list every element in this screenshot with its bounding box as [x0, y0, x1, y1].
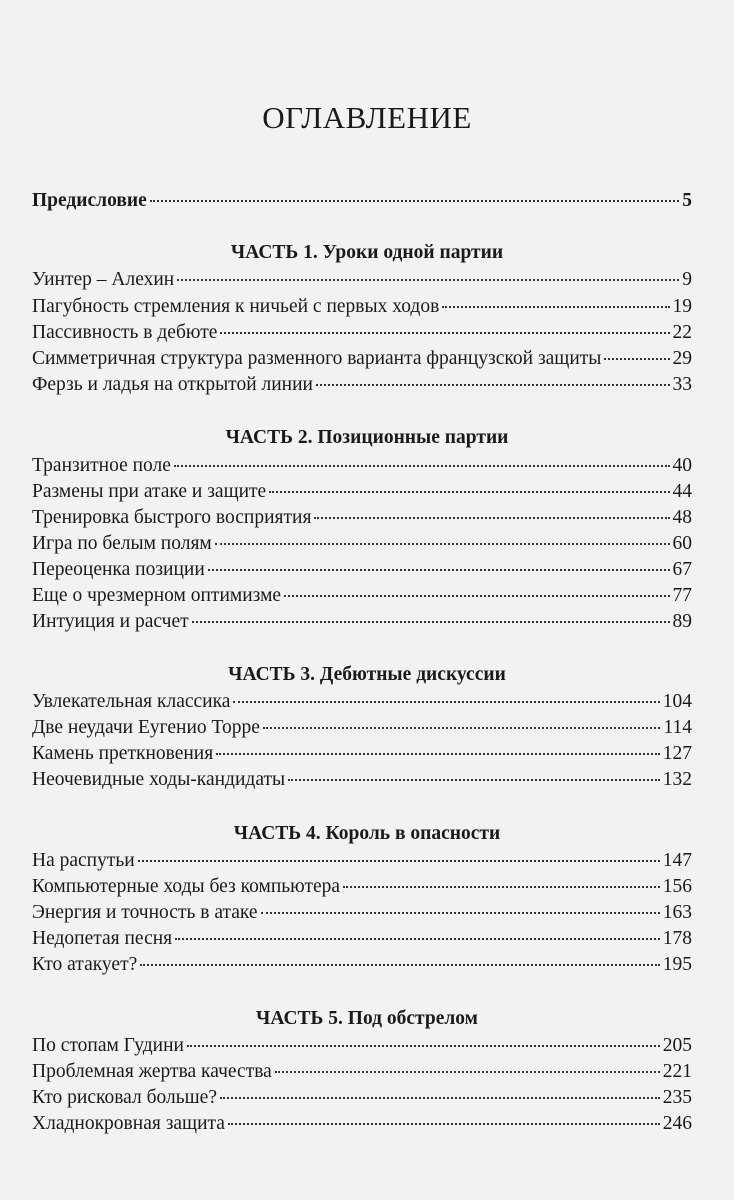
dot-leader [316, 384, 670, 386]
entry-page: 221 [662, 1061, 692, 1082]
entry-label: Симметричная структура разменного варианта французской защиты [32, 348, 602, 369]
entry-page: 89 [672, 611, 692, 632]
entry-label: Две неудачи Еугенио Торре [32, 717, 260, 738]
entry-page: 132 [662, 769, 692, 790]
entry-page: 19 [672, 296, 692, 317]
dot-leader [604, 358, 669, 360]
entry-page: 178 [662, 928, 692, 949]
toc-entry [32, 507, 692, 533]
entry-page: 163 [662, 902, 692, 923]
toc-entry [32, 611, 692, 637]
toc-entry [32, 374, 692, 400]
entry-label: Кто атакует? [32, 954, 138, 975]
entry-label: Пассивность в дебюте [32, 322, 218, 343]
toc-entry [32, 850, 692, 876]
dot-leader [220, 1097, 660, 1099]
toc-entry [32, 717, 692, 743]
entry-page: 29 [672, 348, 692, 369]
dot-leader [284, 595, 669, 597]
entry-label: По стопам Гудини [32, 1035, 184, 1056]
dot-leader [177, 279, 679, 281]
part-heading: ЧАСТЬ 3. Дебютные дискуссии [228, 664, 506, 685]
dot-leader [216, 753, 660, 755]
entry-label: Предисловие [32, 190, 147, 211]
dot-leader [261, 912, 660, 914]
entry-page: 114 [663, 717, 692, 738]
entry-label: Ферзь и ладья на открытой линии [32, 374, 313, 395]
entry-page: 40 [672, 455, 692, 476]
entry-page: 44 [672, 481, 692, 502]
toc-entry [32, 455, 692, 481]
entry-label: На распутьи [32, 850, 135, 871]
entry-label: Кто рисковал больше? [32, 1087, 217, 1108]
toc-entry [32, 691, 692, 717]
toc-entry [32, 876, 692, 902]
entry-label: Пагубность стремления к ничьей с первых ходов [32, 296, 440, 317]
part-heading: ЧАСТЬ 1. Уроки одной партии [230, 242, 504, 263]
entry-page: 127 [662, 743, 692, 764]
dot-leader [275, 1071, 660, 1073]
entry-page: 104 [662, 691, 692, 712]
toc-entry [32, 954, 692, 980]
dot-leader [175, 938, 660, 940]
toc-entry [32, 902, 692, 928]
toc-entry [32, 928, 692, 954]
toc-entry [32, 533, 692, 559]
toc-entry-preface [32, 190, 692, 216]
dot-leader [138, 860, 660, 862]
part-heading: ЧАСТЬ 2. Позиционные партии [225, 427, 509, 448]
toc-entry [32, 1087, 692, 1113]
entry-label: Проблемная жертва качества [32, 1061, 272, 1082]
entry-label: Переоценка позиции [32, 559, 205, 580]
toc-entry [32, 743, 692, 769]
dot-leader [269, 491, 669, 493]
entry-page: 60 [672, 533, 692, 554]
entry-page: 195 [662, 954, 692, 975]
entry-label: Неочевидные ходы-кандидаты [32, 769, 286, 790]
entry-page: 33 [672, 374, 692, 395]
dot-leader [187, 1045, 660, 1047]
entry-page: 9 [682, 269, 692, 290]
entry-label: Тренировка быстрого восприятия [32, 507, 312, 528]
entry-page: 235 [662, 1087, 692, 1108]
toc-entry [32, 481, 692, 507]
part-heading: ЧАСТЬ 5. Под обстрелом [256, 1008, 478, 1029]
dot-leader [150, 200, 679, 202]
entry-page: 67 [672, 559, 692, 580]
entry-label: Хладнокровная защита [32, 1113, 225, 1134]
dot-leader [220, 332, 669, 334]
entry-label: Увлекательная классика [32, 691, 231, 712]
toc-entry [32, 1035, 692, 1061]
toc-entry [32, 769, 692, 795]
part-heading: ЧАСТЬ 4. Король в опасности [233, 823, 501, 844]
entry-label: Энергия и точность в атаке [32, 902, 258, 923]
entry-page: 22 [672, 322, 692, 343]
entry-label: Компьютерные ходы без компьютера [32, 876, 341, 897]
dot-leader [442, 306, 669, 308]
entry-label: Уинтер – Алехин [32, 269, 175, 290]
dot-leader [288, 779, 660, 781]
dot-leader [233, 701, 659, 703]
entry-page: 77 [672, 585, 692, 606]
entry-page: 5 [682, 190, 692, 211]
entry-label: Размены при атаке и защите [32, 481, 267, 502]
entry-page: 147 [662, 850, 692, 871]
toc-entry [32, 296, 692, 322]
toc-entry [32, 559, 692, 585]
toc-entry [32, 585, 692, 611]
toc-entry [32, 348, 692, 374]
toc-entry [32, 269, 692, 295]
entry-page: 246 [662, 1113, 692, 1134]
entry-page: 48 [672, 507, 692, 528]
dot-leader [215, 543, 670, 545]
entry-label: Недопетая песня [32, 928, 173, 949]
entry-label: Интуиция и расчет [32, 611, 189, 632]
toc-entry [32, 1113, 692, 1139]
dot-leader [314, 517, 669, 519]
entry-label: Игра по белым полям [32, 533, 212, 554]
entry-label: Камень преткновения [32, 743, 214, 764]
dot-leader [208, 569, 670, 571]
page-title: ОГЛАВЛЕНИЕ [262, 100, 472, 135]
toc-entry [32, 322, 692, 348]
entry-label: Еще о чрезмерном оптимизме [32, 585, 282, 606]
entry-page: 205 [662, 1035, 692, 1056]
dot-leader [343, 886, 660, 888]
dot-leader [263, 727, 661, 729]
dot-leader [174, 465, 670, 467]
dot-leader [192, 621, 670, 623]
toc-entry [32, 1061, 692, 1087]
dot-leader [140, 964, 660, 966]
entry-page: 156 [662, 876, 692, 897]
dot-leader [228, 1123, 660, 1125]
entry-label: Транзитное поле [32, 455, 171, 476]
